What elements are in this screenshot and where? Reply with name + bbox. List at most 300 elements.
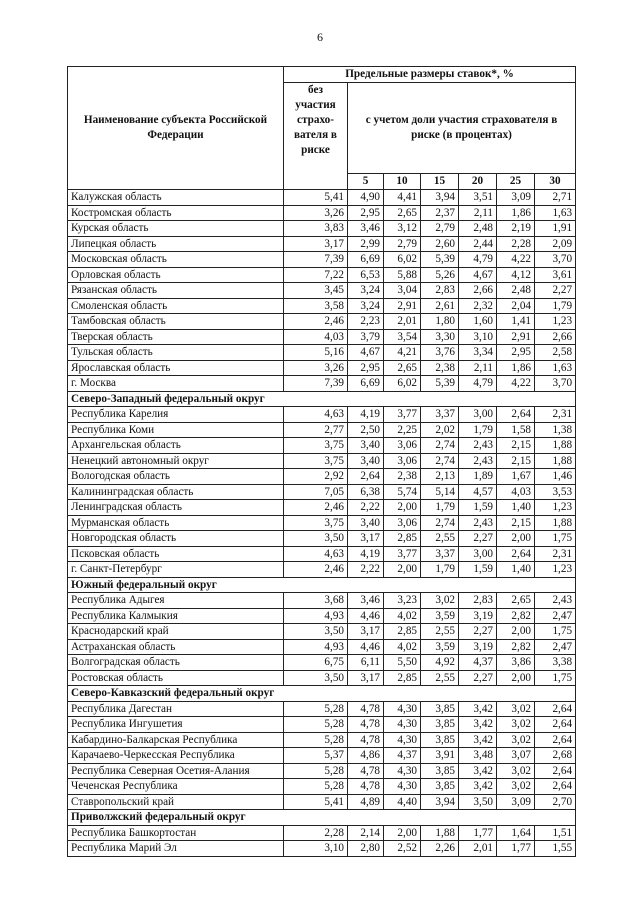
table-row bbox=[68, 283, 576, 299]
share-rate-cell: 2,27 bbox=[459, 624, 497, 640]
share-rate-cell: 2,09 bbox=[535, 236, 576, 252]
share-rate-cell: 1,64 bbox=[497, 825, 535, 841]
share-rate-cell: 1,63 bbox=[535, 360, 576, 376]
share-rate-cell: 2,55 bbox=[421, 670, 459, 686]
share-rate-cell: 1,79 bbox=[535, 298, 576, 314]
table-row bbox=[68, 562, 576, 578]
share-rate-cell: 2,95 bbox=[348, 205, 384, 221]
share-rate-cell: 4,22 bbox=[497, 252, 535, 268]
share-rate-cell: 4,02 bbox=[384, 608, 421, 624]
share-rate-cell: 3,40 bbox=[348, 453, 384, 469]
share-rate-cell: 5,26 bbox=[421, 267, 459, 283]
share-rate-cell: 5,14 bbox=[421, 484, 459, 500]
percent-header: 10 bbox=[384, 174, 421, 190]
share-rate-cell: 3,06 bbox=[384, 515, 421, 531]
share-rate-cell: 3,19 bbox=[459, 608, 497, 624]
share-rate-cell: 1,88 bbox=[535, 453, 576, 469]
share-rate-cell: 4,30 bbox=[384, 717, 421, 733]
share-rate-cell: 3,02 bbox=[497, 779, 535, 795]
base-rate-cell: 7,05 bbox=[284, 484, 348, 500]
share-rate-cell: 2,27 bbox=[459, 670, 497, 686]
share-rate-cell: 1,40 bbox=[497, 500, 535, 516]
base-rate-cell: 4,93 bbox=[284, 639, 348, 655]
share-rate-cell: 2,11 bbox=[459, 360, 497, 376]
district-name: Южный федеральный округ bbox=[68, 577, 576, 593]
share-rate-cell: 2,61 bbox=[421, 298, 459, 314]
percent-header: 15 bbox=[421, 174, 459, 190]
share-rate-cell: 3,91 bbox=[421, 748, 459, 764]
share-rate-cell: 1,40 bbox=[497, 562, 535, 578]
share-rate-cell: 1,75 bbox=[535, 670, 576, 686]
share-rate-cell: 2,85 bbox=[384, 531, 421, 547]
share-rate-cell: 2,27 bbox=[459, 531, 497, 547]
share-rate-cell: 1,59 bbox=[459, 500, 497, 516]
share-rate-cell: 1,88 bbox=[421, 825, 459, 841]
share-rate-cell: 2,43 bbox=[459, 515, 497, 531]
share-rate-cell: 4,22 bbox=[497, 376, 535, 392]
table-row bbox=[68, 531, 576, 547]
base-rate-cell: 5,37 bbox=[284, 748, 348, 764]
share-rate-cell: 6,11 bbox=[348, 655, 384, 671]
page-number: 6 bbox=[317, 30, 323, 44]
table-row bbox=[68, 825, 576, 841]
table-row bbox=[68, 360, 576, 376]
share-rate-cell: 2,80 bbox=[348, 841, 384, 857]
share-rate-cell: 3,02 bbox=[497, 717, 535, 733]
table-row bbox=[68, 608, 576, 624]
share-rate-cell: 2,15 bbox=[497, 515, 535, 531]
share-rate-cell: 2,64 bbox=[497, 407, 535, 423]
subject-name-cell: Костромская область bbox=[68, 205, 284, 221]
share-rate-cell: 2,66 bbox=[459, 283, 497, 299]
base-rate-cell: 5,28 bbox=[284, 763, 348, 779]
subject-name-cell: Ставропольский край bbox=[68, 794, 284, 810]
share-rate-cell: 2,25 bbox=[384, 422, 421, 438]
percent-header: 30 bbox=[535, 174, 576, 190]
share-rate-cell: 1,79 bbox=[459, 422, 497, 438]
share-rate-cell: 4,79 bbox=[459, 376, 497, 392]
share-rate-cell: 1,38 bbox=[535, 422, 576, 438]
share-rate-cell: 3,07 bbox=[497, 748, 535, 764]
share-rate-cell: 3,06 bbox=[384, 453, 421, 469]
share-rate-cell: 2,01 bbox=[459, 841, 497, 857]
base-rate-cell: 4,63 bbox=[284, 546, 348, 562]
base-rate-cell: 3,50 bbox=[284, 624, 348, 640]
share-rate-cell: 2,64 bbox=[535, 717, 576, 733]
share-rate-cell: 2,91 bbox=[384, 298, 421, 314]
table-row bbox=[68, 701, 576, 717]
subject-name-cell: Кабардино-Балкарская Республика bbox=[68, 732, 284, 748]
share-rate-cell: 3,85 bbox=[421, 732, 459, 748]
base-rate-cell: 2,46 bbox=[284, 314, 348, 330]
share-rate-cell: 2,64 bbox=[535, 732, 576, 748]
table-row bbox=[68, 515, 576, 531]
share-rate-cell: 1,80 bbox=[421, 314, 459, 330]
base-rate-cell: 3,26 bbox=[284, 360, 348, 376]
share-rate-cell: 5,39 bbox=[421, 252, 459, 268]
subject-name-cell: Тверская область bbox=[68, 329, 284, 345]
subject-name-cell: Орловская область bbox=[68, 267, 284, 283]
share-rate-cell: 2,82 bbox=[497, 608, 535, 624]
share-rate-cell: 1,46 bbox=[535, 469, 576, 485]
share-rate-cell: 3,42 bbox=[459, 779, 497, 795]
share-rate-cell: 5,39 bbox=[421, 376, 459, 392]
share-rate-cell: 3,17 bbox=[348, 624, 384, 640]
table-row bbox=[68, 205, 576, 221]
share-rate-cell: 2,15 bbox=[497, 453, 535, 469]
share-rate-cell: 3,00 bbox=[459, 407, 497, 423]
share-rate-cell: 2,74 bbox=[421, 438, 459, 454]
share-rate-cell: 2,15 bbox=[497, 438, 535, 454]
share-rate-cell: 5,88 bbox=[384, 267, 421, 283]
share-rate-cell: 1,89 bbox=[459, 469, 497, 485]
table-row bbox=[68, 593, 576, 609]
subject-name-cell: Тульская область bbox=[68, 345, 284, 361]
subject-name-cell: Калининградская область bbox=[68, 484, 284, 500]
share-rate-cell: 3,09 bbox=[497, 190, 535, 206]
share-rate-cell: 1,58 bbox=[497, 422, 535, 438]
share-rate-cell: 2,43 bbox=[459, 453, 497, 469]
subject-name-cell: Калужская область bbox=[68, 190, 284, 206]
table-row bbox=[68, 469, 576, 485]
subject-name-cell: Республика Дагестан bbox=[68, 701, 284, 717]
subject-name-cell: Тамбовская область bbox=[68, 314, 284, 330]
share-rate-cell: 1,23 bbox=[535, 500, 576, 516]
base-rate-cell: 5,28 bbox=[284, 779, 348, 795]
share-rate-cell: 3,85 bbox=[421, 701, 459, 717]
share-rate-cell: 2,85 bbox=[384, 624, 421, 640]
percent-header: 25 bbox=[497, 174, 535, 190]
share-rate-cell: 2,22 bbox=[348, 500, 384, 516]
share-rate-cell: 3,86 bbox=[497, 655, 535, 671]
subject-name-cell: Республика Ингушетия bbox=[68, 717, 284, 733]
share-rate-cell: 2,64 bbox=[535, 701, 576, 717]
share-rate-cell: 2,02 bbox=[421, 422, 459, 438]
share-rate-cell: 1,60 bbox=[459, 314, 497, 330]
share-rate-cell: 4,19 bbox=[348, 407, 384, 423]
district-name: Приволжский федеральный округ bbox=[68, 810, 576, 826]
base-rate-cell: 3,17 bbox=[284, 236, 348, 252]
share-rate-cell: 3,19 bbox=[459, 639, 497, 655]
table-row bbox=[68, 314, 576, 330]
subject-name-cell: Республика Коми bbox=[68, 422, 284, 438]
table-row bbox=[68, 422, 576, 438]
share-rate-cell: 1,77 bbox=[497, 841, 535, 857]
subject-name-cell: Московская область bbox=[68, 252, 284, 268]
share-rate-cell: 3,38 bbox=[535, 655, 576, 671]
share-rate-cell: 1,75 bbox=[535, 531, 576, 547]
share-rate-cell: 4,41 bbox=[384, 190, 421, 206]
share-rate-cell: 3,00 bbox=[459, 546, 497, 562]
subject-name-cell: Республика Марий Эл bbox=[68, 841, 284, 857]
base-rate-cell: 7,22 bbox=[284, 267, 348, 283]
base-rate-cell: 5,41 bbox=[284, 190, 348, 206]
share-rate-cell: 2,95 bbox=[497, 345, 535, 361]
share-rate-cell: 2,31 bbox=[535, 546, 576, 562]
base-rate-cell: 3,45 bbox=[284, 283, 348, 299]
share-rate-cell: 2,83 bbox=[421, 283, 459, 299]
share-rate-cell: 1,55 bbox=[535, 841, 576, 857]
rates-table bbox=[67, 66, 576, 857]
share-rate-cell: 2,14 bbox=[348, 825, 384, 841]
base-rate-cell: 7,39 bbox=[284, 376, 348, 392]
share-rate-cell: 2,44 bbox=[459, 236, 497, 252]
share-rate-cell: 3,24 bbox=[348, 283, 384, 299]
base-rate-cell: 2,46 bbox=[284, 562, 348, 578]
share-rate-cell: 2,55 bbox=[421, 531, 459, 547]
subject-name-cell: Краснодарский край bbox=[68, 624, 284, 640]
share-rate-cell: 3,51 bbox=[459, 190, 497, 206]
share-rate-cell: 4,40 bbox=[384, 794, 421, 810]
share-rate-cell: 2,79 bbox=[421, 221, 459, 237]
share-rate-cell: 3,02 bbox=[497, 732, 535, 748]
subject-name-cell: Архангельская область bbox=[68, 438, 284, 454]
share-rate-cell: 2,99 bbox=[348, 236, 384, 252]
table-body bbox=[68, 190, 576, 857]
share-rate-cell: 4,12 bbox=[497, 267, 535, 283]
share-rate-cell: 4,78 bbox=[348, 732, 384, 748]
subject-name-cell: Липецкая область bbox=[68, 236, 284, 252]
table-row bbox=[68, 546, 576, 562]
subject-name-cell: Ленинградская область bbox=[68, 500, 284, 516]
share-rate-cell: 3,46 bbox=[348, 593, 384, 609]
share-rate-cell: 3,02 bbox=[421, 593, 459, 609]
without-participation-header: без участия страхо-вателя в риске bbox=[284, 83, 348, 190]
share-rate-cell: 3,42 bbox=[459, 732, 497, 748]
with-share-header: с учетом доли участия страхователя в риске (в процентах) bbox=[348, 83, 576, 174]
table-row bbox=[68, 484, 576, 500]
share-rate-cell: 2,47 bbox=[535, 608, 576, 624]
base-rate-cell: 5,16 bbox=[284, 345, 348, 361]
table-row bbox=[68, 376, 576, 392]
share-rate-cell: 1,77 bbox=[459, 825, 497, 841]
share-rate-cell: 4,19 bbox=[348, 546, 384, 562]
table-row bbox=[68, 748, 576, 764]
share-rate-cell: 6,69 bbox=[348, 376, 384, 392]
table-row bbox=[68, 221, 576, 237]
share-rate-cell: 4,30 bbox=[384, 732, 421, 748]
share-rate-cell: 4,30 bbox=[384, 763, 421, 779]
share-rate-cell: 3,61 bbox=[535, 267, 576, 283]
share-rate-cell: 3,09 bbox=[497, 794, 535, 810]
share-rate-cell: 2,60 bbox=[421, 236, 459, 252]
share-rate-cell: 3,37 bbox=[421, 407, 459, 423]
share-rate-cell: 3,85 bbox=[421, 717, 459, 733]
share-rate-cell: 4,67 bbox=[459, 267, 497, 283]
table-row bbox=[68, 236, 576, 252]
share-rate-cell: 3,76 bbox=[421, 345, 459, 361]
table-row bbox=[68, 732, 576, 748]
share-rate-cell: 3,54 bbox=[384, 329, 421, 345]
percent-header: 20 bbox=[459, 174, 497, 190]
share-rate-cell: 3,77 bbox=[384, 546, 421, 562]
table-header bbox=[68, 67, 576, 190]
share-rate-cell: 6,02 bbox=[384, 376, 421, 392]
share-rate-cell: 1,41 bbox=[497, 314, 535, 330]
share-rate-cell: 2,38 bbox=[384, 469, 421, 485]
table-row bbox=[68, 407, 576, 423]
base-rate-cell: 7,39 bbox=[284, 252, 348, 268]
district-group-row bbox=[68, 577, 576, 593]
table-row bbox=[68, 298, 576, 314]
share-rate-cell: 2,31 bbox=[535, 407, 576, 423]
share-rate-cell: 4,78 bbox=[348, 779, 384, 795]
share-rate-cell: 2,74 bbox=[421, 453, 459, 469]
share-rate-cell: 3,02 bbox=[497, 763, 535, 779]
share-rate-cell: 3,42 bbox=[459, 763, 497, 779]
share-rate-cell: 3,50 bbox=[459, 794, 497, 810]
share-rate-cell: 3,40 bbox=[348, 515, 384, 531]
table-row bbox=[68, 500, 576, 516]
share-rate-cell: 4,46 bbox=[348, 608, 384, 624]
share-rate-cell: 2,37 bbox=[421, 205, 459, 221]
share-rate-cell: 1,23 bbox=[535, 314, 576, 330]
share-rate-cell: 2,65 bbox=[384, 360, 421, 376]
base-rate-cell: 3,75 bbox=[284, 438, 348, 454]
base-rate-cell: 5,28 bbox=[284, 732, 348, 748]
share-rate-cell: 2,01 bbox=[384, 314, 421, 330]
subject-name-cell: Республика Карелия bbox=[68, 407, 284, 423]
share-rate-cell: 1,23 bbox=[535, 562, 576, 578]
subject-name-cell: Чеченская Республика bbox=[68, 779, 284, 795]
share-rate-cell: 3,02 bbox=[497, 701, 535, 717]
table-row bbox=[68, 329, 576, 345]
share-rate-cell: 2,13 bbox=[421, 469, 459, 485]
share-rate-cell: 1,86 bbox=[497, 360, 535, 376]
share-rate-cell: 2,95 bbox=[348, 360, 384, 376]
base-rate-cell: 3,58 bbox=[284, 298, 348, 314]
subject-name-header: Наименование субъекта Российской Федерации bbox=[68, 67, 284, 190]
share-rate-cell: 4,30 bbox=[384, 701, 421, 717]
share-rate-cell: 2,26 bbox=[421, 841, 459, 857]
share-rate-cell: 3,04 bbox=[384, 283, 421, 299]
subject-name-cell: г. Москва bbox=[68, 376, 284, 392]
share-rate-cell: 2,00 bbox=[497, 531, 535, 547]
base-rate-cell: 4,63 bbox=[284, 407, 348, 423]
share-rate-cell: 3,77 bbox=[384, 407, 421, 423]
share-rate-cell: 2,11 bbox=[459, 205, 497, 221]
share-rate-cell: 2,68 bbox=[535, 748, 576, 764]
subject-name-cell: Республика Башкортостан bbox=[68, 825, 284, 841]
share-rate-cell: 1,51 bbox=[535, 825, 576, 841]
share-rate-cell: 3,06 bbox=[384, 438, 421, 454]
share-rate-cell: 2,00 bbox=[497, 670, 535, 686]
share-rate-cell: 3,70 bbox=[535, 252, 576, 268]
share-rate-cell: 3,42 bbox=[459, 701, 497, 717]
subject-name-cell: Республика Адыгея bbox=[68, 593, 284, 609]
share-rate-cell: 6,53 bbox=[348, 267, 384, 283]
subject-name-cell: Ярославская область bbox=[68, 360, 284, 376]
share-rate-cell: 1,67 bbox=[497, 469, 535, 485]
share-rate-cell: 3,10 bbox=[459, 329, 497, 345]
base-rate-cell: 3,50 bbox=[284, 531, 348, 547]
share-rate-cell: 2,65 bbox=[384, 205, 421, 221]
share-rate-cell: 2,48 bbox=[497, 283, 535, 299]
share-rate-cell: 3,17 bbox=[348, 531, 384, 547]
share-rate-cell: 2,71 bbox=[535, 190, 576, 206]
table-row bbox=[68, 190, 576, 206]
share-rate-cell: 2,66 bbox=[535, 329, 576, 345]
base-rate-cell: 4,93 bbox=[284, 608, 348, 624]
share-rate-cell: 2,43 bbox=[459, 438, 497, 454]
share-rate-cell: 3,17 bbox=[348, 670, 384, 686]
share-rate-cell: 2,58 bbox=[535, 345, 576, 361]
share-rate-cell: 4,90 bbox=[348, 190, 384, 206]
share-rate-cell: 4,78 bbox=[348, 763, 384, 779]
share-rate-cell: 3,34 bbox=[459, 345, 497, 361]
share-rate-cell: 3,85 bbox=[421, 779, 459, 795]
base-rate-cell: 3,83 bbox=[284, 221, 348, 237]
share-rate-cell: 3,94 bbox=[421, 190, 459, 206]
table-row bbox=[68, 841, 576, 857]
subject-name-cell: Астраханская область bbox=[68, 639, 284, 655]
share-rate-cell: 4,03 bbox=[497, 484, 535, 500]
share-rate-cell: 4,92 bbox=[421, 655, 459, 671]
share-rate-cell: 2,48 bbox=[459, 221, 497, 237]
share-rate-cell: 4,30 bbox=[384, 779, 421, 795]
share-rate-cell: 2,52 bbox=[384, 841, 421, 857]
base-rate-cell: 5,28 bbox=[284, 717, 348, 733]
subject-name-cell: Курская область bbox=[68, 221, 284, 237]
table-row bbox=[68, 252, 576, 268]
share-rate-cell: 1,79 bbox=[421, 500, 459, 516]
share-rate-cell: 4,57 bbox=[459, 484, 497, 500]
share-rate-cell: 2,64 bbox=[535, 763, 576, 779]
subject-name-cell: Псковская область bbox=[68, 546, 284, 562]
share-rate-cell: 4,37 bbox=[459, 655, 497, 671]
base-rate-cell: 3,68 bbox=[284, 593, 348, 609]
table-row bbox=[68, 670, 576, 686]
subject-name-cell: Новгородская область bbox=[68, 531, 284, 547]
share-rate-cell: 1,59 bbox=[459, 562, 497, 578]
share-rate-cell: 1,88 bbox=[535, 515, 576, 531]
base-rate-cell: 3,75 bbox=[284, 453, 348, 469]
share-rate-cell: 3,23 bbox=[384, 593, 421, 609]
share-rate-cell: 2,70 bbox=[535, 794, 576, 810]
share-rate-cell: 2,23 bbox=[348, 314, 384, 330]
table-row bbox=[68, 717, 576, 733]
table-row bbox=[68, 639, 576, 655]
share-rate-cell: 2,47 bbox=[535, 639, 576, 655]
table-row bbox=[68, 655, 576, 671]
share-rate-cell: 2,04 bbox=[497, 298, 535, 314]
base-rate-cell: 2,28 bbox=[284, 825, 348, 841]
share-rate-cell: 2,83 bbox=[459, 593, 497, 609]
share-rate-cell: 2,28 bbox=[497, 236, 535, 252]
share-rate-cell: 3,12 bbox=[384, 221, 421, 237]
base-rate-cell: 2,77 bbox=[284, 422, 348, 438]
share-rate-cell: 2,19 bbox=[497, 221, 535, 237]
table-row bbox=[68, 453, 576, 469]
share-rate-cell: 2,22 bbox=[348, 562, 384, 578]
share-rate-cell: 6,38 bbox=[348, 484, 384, 500]
share-rate-cell: 4,79 bbox=[459, 252, 497, 268]
table-row bbox=[68, 763, 576, 779]
table-row bbox=[68, 779, 576, 795]
base-rate-cell: 3,75 bbox=[284, 515, 348, 531]
share-rate-cell: 3,79 bbox=[348, 329, 384, 345]
share-rate-cell: 2,00 bbox=[497, 624, 535, 640]
percent-header: 5 bbox=[348, 174, 384, 190]
base-rate-cell: 5,28 bbox=[284, 701, 348, 717]
subject-name-cell: Рязанская область bbox=[68, 283, 284, 299]
base-rate-cell: 6,75 bbox=[284, 655, 348, 671]
share-rate-cell: 2,43 bbox=[535, 593, 576, 609]
share-rate-cell: 1,88 bbox=[535, 438, 576, 454]
share-rate-cell: 2,74 bbox=[421, 515, 459, 531]
district-group-row bbox=[68, 686, 576, 702]
share-rate-cell: 2,91 bbox=[497, 329, 535, 345]
